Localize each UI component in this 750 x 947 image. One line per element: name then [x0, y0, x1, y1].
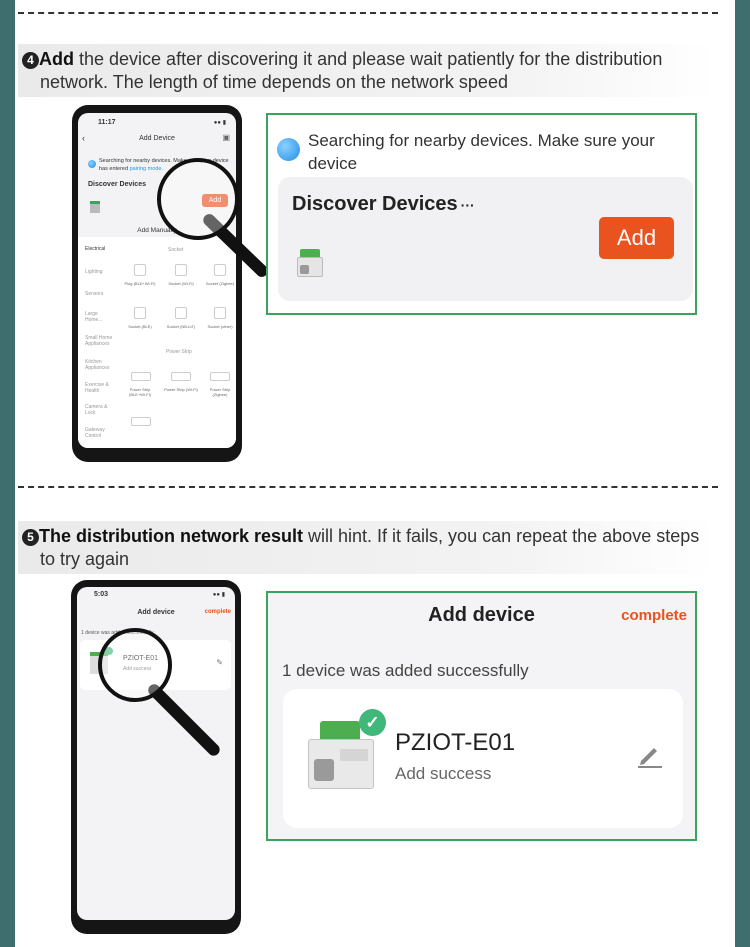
power-strip-icon[interactable] [131, 372, 151, 381]
socket-icon[interactable] [214, 307, 226, 319]
panel2-added: 1 device was added successfully [282, 661, 529, 680]
step5-text-line2: to try again [40, 549, 130, 569]
step4-number: 4 [22, 52, 39, 69]
section-power-strip: Power Strip [166, 349, 192, 355]
power-strip-icon[interactable] [171, 372, 191, 381]
panel2-title: Add device [428, 604, 535, 626]
socket-icon[interactable] [175, 264, 187, 276]
socket-icon[interactable] [134, 307, 146, 319]
phone1-category-area [78, 237, 236, 448]
cat-sensors[interactable]: Sensors [85, 291, 104, 297]
panel1-discover-title: Discover Devices [292, 193, 458, 215]
phone1-add-manually: Add Manually [137, 227, 177, 234]
phone1-add-button[interactable]: Add [202, 194, 228, 207]
phone1-title: Add Device [139, 135, 175, 142]
edit-pencil-icon[interactable] [635, 741, 663, 769]
panel-discover [266, 113, 697, 315]
step4-bold: Add [39, 49, 74, 69]
cat-electrical[interactable]: Electrical [85, 246, 106, 252]
phone1-device-icon[interactable] [90, 201, 100, 213]
cat-exercise[interactable]: Exercise & Health [85, 382, 109, 394]
row1-item1: Plug (BLE+Wi-Fi) [124, 281, 156, 286]
phone2-device-status: Add success [123, 666, 152, 672]
status-icons: ●● ▮ [213, 120, 226, 126]
phone2 [71, 580, 241, 934]
power-strip-icon[interactable] [210, 372, 230, 381]
cat-camera[interactable]: Camera & Lock [85, 404, 108, 416]
step5-number: 5 [22, 529, 39, 546]
row2-item3: Socket (other) [207, 324, 233, 329]
divider-middle [18, 486, 718, 488]
panel-result [266, 591, 697, 841]
status-icons: ●● ▮ [212, 592, 225, 598]
step5-bold: The distribution network result [39, 526, 304, 546]
row1-item3: Socket (Zigbee) [205, 281, 235, 286]
searching-dot-icon [277, 138, 300, 161]
socket-icon[interactable] [214, 264, 226, 276]
device-meter-icon[interactable] [294, 249, 326, 281]
row1-item2: Socket (Wi-Fi) [168, 281, 194, 286]
cat-kitchen[interactable]: Kitchen Appliances [85, 359, 110, 371]
back-icon[interactable]: ‹ [82, 133, 85, 143]
phone2-added: 1 device was added successfully [81, 630, 154, 636]
panel1-searching-a: Searching for nearby devices. Make sure your device [308, 131, 655, 173]
panel2-device-name: PZIOT-E01 [395, 729, 516, 756]
row3-item3: Power Strip (Zigbee) [209, 387, 231, 397]
step5-text-line1: will hint. If it fails, you can repeat the above steps [303, 526, 700, 546]
divider-top [18, 12, 718, 14]
phone1-searching-b: has entered [99, 166, 130, 172]
edit-pencil-icon[interactable]: ✎ [216, 658, 223, 667]
step5-header [18, 521, 716, 574]
panel1-add-button[interactable]: Add [599, 217, 674, 259]
panel2-complete[interactable]: complete [621, 607, 687, 624]
step4-text-line1: the device after discovering it and please wait patiently for the distribution [74, 49, 663, 69]
socket-icon[interactable] [175, 307, 187, 319]
row3-item1: Power Strip (BLE+Wi-Fi) [129, 387, 151, 397]
cat-gateway[interactable]: Gateway Control [85, 427, 105, 439]
phone2-time: 5:03 [94, 591, 109, 598]
scan-icon[interactable]: ▣ [222, 133, 230, 142]
checkmark-icon: ✓ [359, 709, 386, 736]
phone1-time: 11:17 [98, 119, 116, 126]
phone2-complete[interactable]: complete [204, 609, 231, 615]
magnifier-icon [98, 628, 172, 702]
panel2-device-card[interactable] [283, 689, 683, 828]
phone2-device-name: PZIOT-E01 [123, 655, 159, 662]
plug-icon[interactable] [134, 264, 146, 276]
phone1 [72, 105, 242, 462]
phone1-discover: Discover Devices [88, 181, 146, 188]
panel1-dots: ··· [460, 197, 475, 213]
magnifier-icon [157, 158, 239, 240]
power-strip-icon[interactable] [131, 417, 151, 426]
row3-item2: Power Strip (Wi-Fi) [164, 387, 198, 392]
step4-header [18, 44, 716, 97]
row2-item2: Socket (NB-IoT) [166, 324, 196, 329]
step4-text-line2: network. The length of time depends on the network speed [40, 72, 508, 92]
phone2-title: Add device [137, 609, 175, 616]
panel1-discover-card [278, 177, 693, 301]
searching-dot-icon [88, 160, 96, 168]
panel2-device-status: Add success [395, 764, 492, 783]
section-socket: Socket [168, 247, 184, 253]
row2-item1: Socket (BLE) [128, 324, 152, 329]
phone1-searching-a: Searching for nearby devices. Make sure your device [99, 158, 229, 164]
phone1-pairing-link[interactable]: pairing mode. [129, 166, 163, 172]
cat-large-home[interactable]: Large Home... [85, 311, 103, 323]
cat-small-home[interactable]: Small Home Appliances [85, 335, 113, 347]
cat-lighting[interactable]: Lighting [85, 269, 103, 275]
